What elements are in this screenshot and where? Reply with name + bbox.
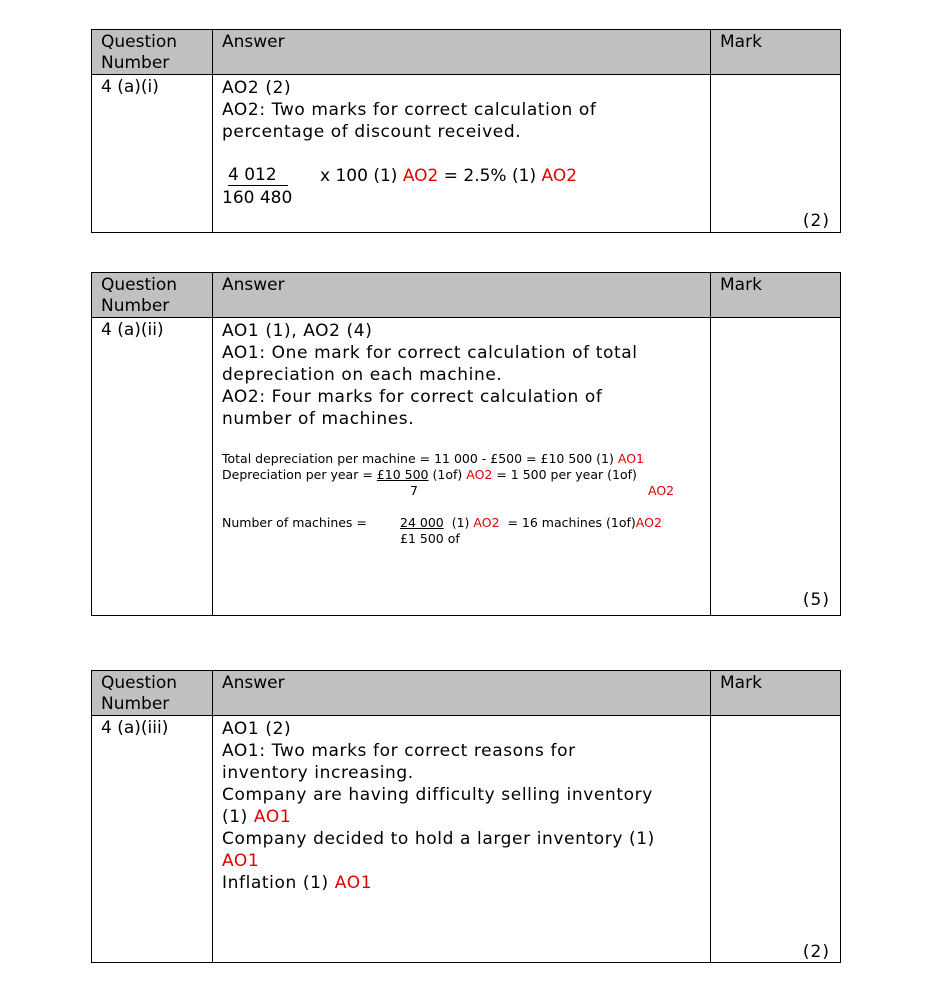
mark-value: (2): [802, 942, 830, 962]
header-answer: Answer: [222, 275, 285, 295]
table-header: [92, 273, 840, 318]
mark-table-4aii: [91, 272, 841, 616]
fraction-denominator: 160 480: [222, 188, 293, 208]
table-body: [92, 75, 840, 232]
mark-value: (2): [802, 211, 830, 231]
table-header: [92, 30, 840, 75]
table-body: [92, 716, 840, 962]
ao2-label: AO2: [648, 483, 675, 498]
machines-denominator: £1 500 of: [400, 531, 460, 546]
header-question-number: Question Number: [101, 32, 178, 73]
table-body: [92, 318, 840, 615]
calculation-text: x 100 (1) AO2 = 2.5% (1) AO2: [320, 166, 578, 186]
fraction-numerator: 4 012: [228, 165, 288, 186]
answer-cell: AO1 (1), AO2 (4) AO1: One mark for correct calculation of total depreciation on each machine. AO2: Four marks for correct calculation of number of machines. Total depreciation per machine = 11 000 - £500 = £10 500 (1) AO1 Depreciation per year = £10 500 (1of) AO2 = 1 500 per year (1of) 7 AO2 Number of machines = 24 000 (1) AO2 = 16 machines (1of)AO2 £1 500 of: [222, 321, 675, 546]
mark-value: (5): [802, 590, 830, 610]
mark-table-4ai: [91, 29, 841, 233]
answer-cell: AO1 (2) AO1: Two marks for correct reasons for inventory increasing. Company are having difficulty selling inventory (1) AO1 Company decided to hold a larger inventory (1) AO1 Inflation (1) AO1: [222, 719, 655, 893]
machines-prefix: Number of machines =: [222, 515, 367, 530]
header-mark: Mark: [720, 32, 762, 52]
question-number: 4 (a)(ii): [101, 320, 164, 340]
question-number: 4 (a)(i): [101, 77, 159, 97]
answer-cell: AO2 (2) AO2: Two marks for correct calculation of percentage of discount received. 4 012 160 480 x 100 (1) AO2 = 2.5% (1) AO2: [222, 78, 597, 208]
header-mark: Mark: [720, 275, 762, 295]
question-number: 4 (a)(iii): [101, 718, 169, 738]
mark-table-4aiii: [91, 670, 841, 963]
header-mark: Mark: [720, 673, 762, 693]
header-answer: Answer: [222, 673, 285, 693]
header-answer: Answer: [222, 32, 285, 52]
header-question-number: Question Number: [101, 673, 178, 714]
depreciation-denominator: 7: [410, 483, 418, 498]
machines-calculation: 24 000 (1) AO2 = 16 machines (1of)AO2: [400, 515, 662, 530]
header-question-number: Question Number: [101, 275, 178, 316]
depreciation-per-year-line: Depreciation per year = £10 500 (1of) AO2 = 1 500 per year (1of): [222, 467, 637, 482]
table-header: [92, 671, 840, 716]
total-depreciation-line: Total depreciation per machine = 11 000 - £500 = £10 500 (1) AO1: [222, 451, 644, 466]
